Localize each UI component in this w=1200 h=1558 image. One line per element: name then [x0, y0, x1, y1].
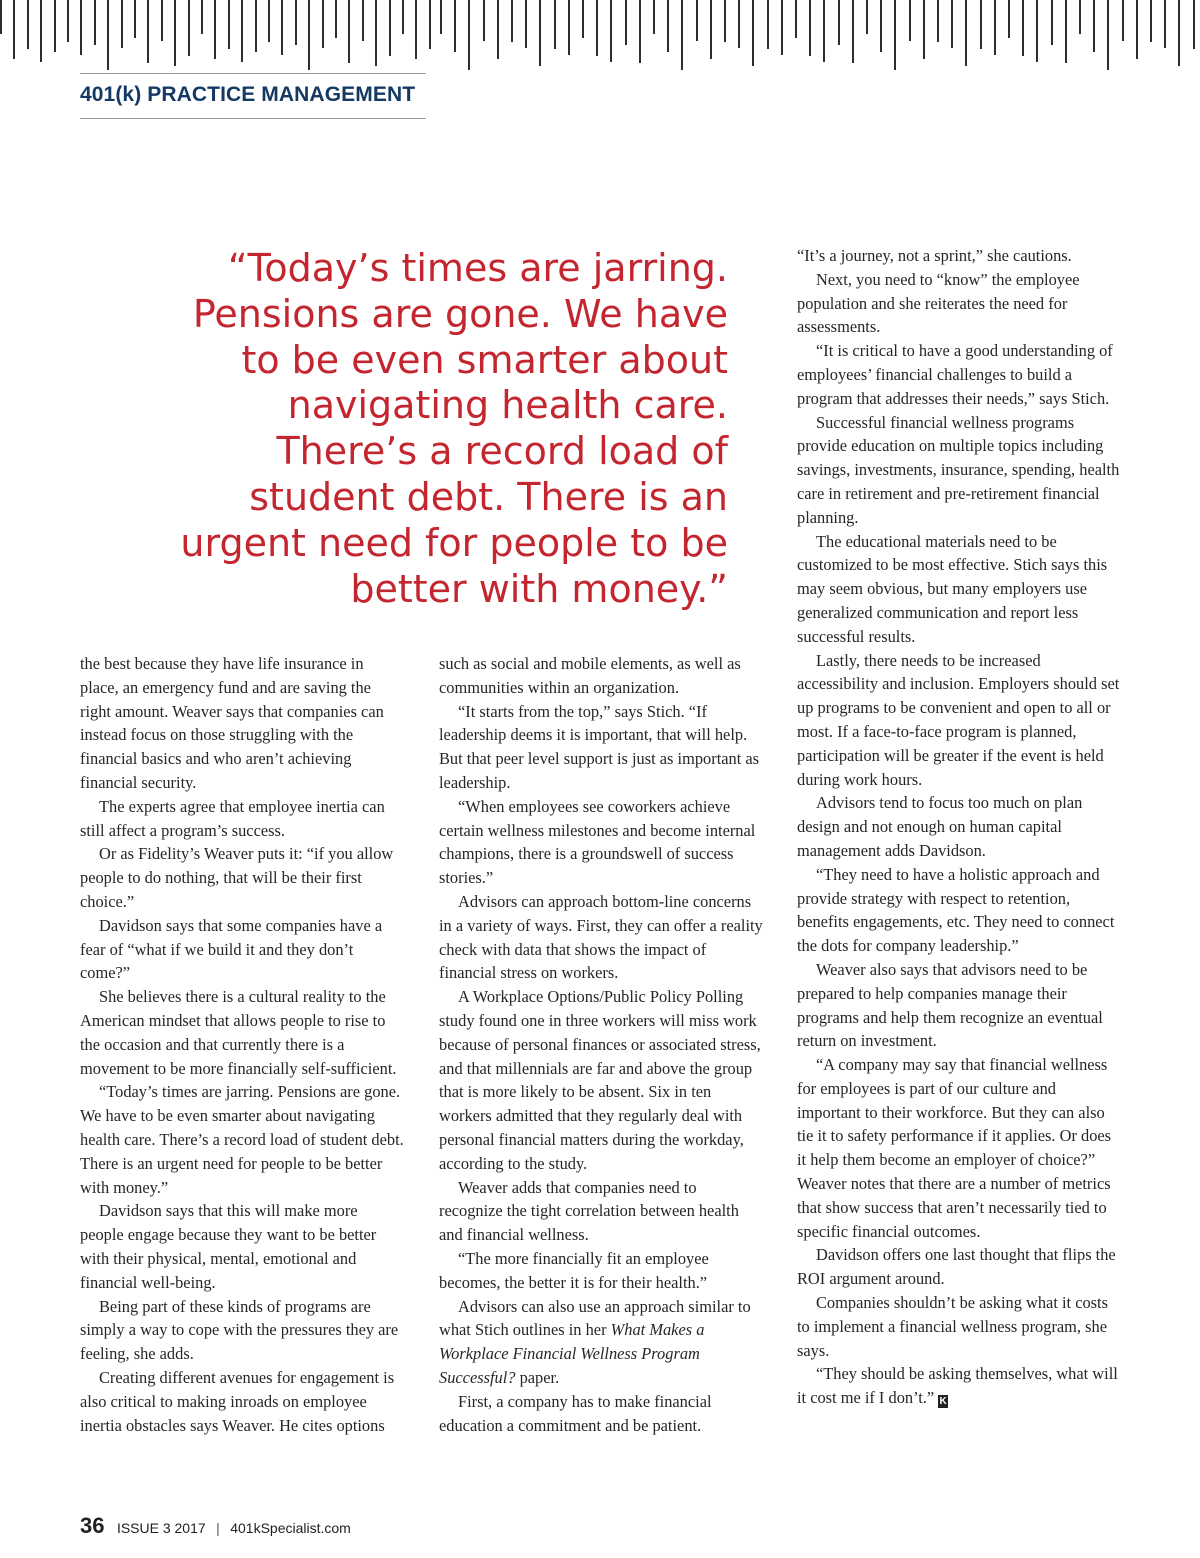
paragraph: Advisors can approach bottom-line concerns in a variety of ways. First, they can offer a reality check with data that shows the impact of financial stress on workers. [439, 891, 763, 983]
tick-mark [1178, 0, 1180, 66]
tick-mark [348, 0, 350, 63]
tick-mark [121, 0, 123, 48]
tick-mark [147, 0, 149, 63]
pull-quote-line: to be even smarter about [241, 337, 728, 382]
paragraph: “It’s a journey, not a sprint,” she cautions. [797, 246, 1072, 265]
tick-mark [27, 0, 29, 49]
tick-mark [937, 0, 939, 42]
pull-quote [100, 246, 728, 612]
tick-mark [483, 0, 485, 41]
paragraph-text: “They should be asking themselves, what will it cost me if I don’t.” [797, 1364, 1118, 1408]
tick-mark [1036, 0, 1038, 62]
tick-mark [909, 0, 911, 41]
tick-mark [174, 0, 176, 66]
tick-mark [335, 0, 337, 38]
tick-mark [809, 0, 811, 56]
paragraph: Or as Fidelity’s Weaver puts it: “if you allow people to do nothing, that will be their first choice.” [80, 844, 394, 911]
tick-mark [1193, 0, 1195, 49]
tick-mark [1093, 0, 1095, 52]
tick-mark [1136, 0, 1138, 59]
tick-mark [568, 0, 570, 55]
tick-mark [255, 0, 257, 52]
tick-mark [161, 0, 163, 41]
footer-separator: | [216, 1520, 220, 1536]
end-mark-icon: K [939, 1396, 947, 1408]
tick-mark [596, 0, 598, 56]
pull-quote-line: There’s a record load of [276, 429, 728, 474]
issue-label: ISSUE 3 2017 [116, 1520, 206, 1536]
tick-mark [866, 0, 868, 34]
tick-mark [40, 0, 42, 62]
paper-title: What Makes a Workplace Financial Wellness Program Successful? [439, 1320, 705, 1387]
tick-mark [823, 0, 825, 62]
tick-mark [67, 0, 69, 42]
tick-mark [1008, 0, 1010, 38]
tick-mark [1164, 0, 1166, 48]
page-footer [80, 1513, 351, 1539]
tick-mark [362, 0, 364, 41]
tick-mark [852, 0, 854, 63]
tick-mark [214, 0, 216, 59]
tick-mark [994, 0, 996, 55]
tick-mark [1051, 0, 1053, 45]
tick-mark [1150, 0, 1152, 42]
paragraph: Successful financial wellness programs provide education on multiple topics including savings, investments, insurance, spending, health care in retirement and pre-retirement financial planning. [797, 412, 1120, 527]
tick-mark [710, 0, 712, 59]
paragraph: Next, you need to “know” the employee population and she reiterates the need for assessments. [797, 269, 1080, 337]
pull-quote-line: navigating health care. [287, 383, 728, 428]
section-title: 401(k) PRACTICE MANAGEMENT [80, 83, 416, 106]
tick-mark [653, 0, 655, 34]
tick-mark [454, 0, 456, 52]
tick-mark [738, 0, 740, 48]
paragraph: Being part of these kinds of programs are simply a way to cope with the pressures they are feeling, she adds. [80, 1296, 399, 1364]
tick-mark [767, 0, 769, 49]
tick-mark [554, 0, 556, 49]
tick-mark [201, 0, 203, 34]
tick-mark [375, 0, 377, 66]
tick-mark [322, 0, 324, 48]
paragraph: “Today’s times are jarring. Pensions are gone. We have to be even smarter about navigating health care. There’s a record load of student debt. There is an urgent need for people to be better with money.” [80, 1082, 404, 1197]
tick-mark [525, 0, 527, 48]
paragraph: Creating different avenues for engagement is also critical to making inroads on employee inertia obstacles says Weaver. He cites options [80, 1367, 395, 1435]
header-rule-bottom [80, 118, 426, 119]
tick-mark [539, 0, 541, 66]
tick-mark [13, 0, 15, 59]
paragraph: She believes there is a cultural reality to the American mindset that allows people to rise to the occasion and that currently there is a movement to be more financially self-sufficient. [80, 987, 397, 1078]
tick-mark [696, 0, 698, 41]
tick-mark [80, 0, 82, 55]
article-column-1 [80, 652, 405, 1437]
tick-mark [107, 0, 109, 70]
tick-mark [1122, 0, 1124, 41]
tick-mark [511, 0, 513, 42]
paragraph: A Workplace Options/Public Policy Polling study found one in three workers will miss work because of personal finances or associated stress, and that millennials are far and above the group that is more likely to be absent. Six in ten workers admitted that they regularly deal with personal financial matters during the workday, according to the study. [439, 987, 761, 1173]
paragraph: Lastly, there needs to be increased accessibility and inclusion. Employers should set up programs to be convenient and open to all or most. If a face-to-face program is planned, participation will be greater if the event is held during work hours. [797, 650, 1120, 789]
tick-mark [1079, 0, 1081, 34]
header-rule-top [80, 73, 426, 74]
paragraph: Advisors tend to focus too much on plan design and not enough on human capital management adds Davidson. [797, 793, 1083, 860]
paragraph-stich-paper [439, 1295, 764, 1390]
pull-quote-line: urgent need for people to be [180, 520, 728, 565]
tick-mark [781, 0, 783, 55]
pull-quote-line: student debt. There is an [249, 474, 728, 519]
paragraph: “A company may say that financial wellness for employees is part of our culture and important to their workforce. But they can also tie it to safety performance if it applies. Or does it help them become an employer of choice?” Weaver notes that there are a number of metrics that show success that aren’t necessarily tied to specific financial outcomes. [797, 1055, 1112, 1241]
tick-mark [582, 0, 584, 38]
paragraph: “When employees see coworkers achieve certain wellness milestones and become internal champions, there is a groundswell of success stories.” [439, 796, 756, 888]
tick-mark [281, 0, 283, 55]
paragraph: “It starts from the top,” says Stich. “If leadership deems it is important, that will help. But that peer level support is just as important as leadership. [439, 701, 760, 792]
paragraph: Davidson offers one last thought that flips the ROI argument around. [797, 1245, 1116, 1289]
tick-mark [228, 0, 230, 49]
paragraph: “They need to have a holistic approach and provide strategy with respect to retention, benefits engagements, etc. They need to connect the dots for company leadership.” [797, 864, 1115, 956]
paragraph: Davidson says that this will make more people engage because they want to be better with their physical, mental, emotional and financial well-being. [80, 1201, 377, 1292]
pull-quote-line: Pensions are gone. We have [192, 291, 728, 336]
tick-mark [241, 0, 243, 62]
tick-mark [440, 0, 442, 34]
tick-mark [724, 0, 726, 42]
tick-mark [497, 0, 499, 59]
tick-mark [468, 0, 470, 70]
tick-mark [1065, 0, 1067, 63]
tick-mark [54, 0, 56, 52]
tick-mark [268, 0, 270, 42]
tick-mark [415, 0, 417, 59]
tick-mark [838, 0, 840, 45]
tick-mark [134, 0, 136, 38]
tick-mark [951, 0, 953, 48]
tick-mark [94, 0, 96, 45]
paragraph-final [797, 1362, 1122, 1410]
tick-mark [295, 0, 297, 45]
tick-mark [795, 0, 797, 38]
tick-mark [429, 0, 431, 49]
tick-mark [752, 0, 754, 66]
tick-mark [965, 0, 967, 66]
paragraph: The educational materials need to be customized to be most effective. Stich says this may seem obvious, but many employers use generalized communication and report less successful results. [797, 531, 1108, 646]
tick-mark [980, 0, 982, 49]
paragraph: “The more financially fit an employee becomes, the better it is for their health.” [439, 1248, 709, 1292]
pull-quote-line: better with money.” [350, 566, 728, 611]
tick-mark [667, 0, 669, 52]
tick-mark [402, 0, 404, 34]
tick-mark [188, 0, 190, 56]
paragraph: the best because they have life insurance in place, an emergency fund and are saving the right amount. Weaver says that companies can instead focus on those struggling with the financial basics and who aren’t achieving financial security. [80, 654, 384, 792]
tick-mark [389, 0, 391, 56]
paragraph: Weaver adds that companies need to recognize the tight correlation between health and financial wellness. [439, 1177, 739, 1245]
article-column-3 [797, 244, 1122, 1410]
tick-mark [1107, 0, 1109, 70]
tick-mark [880, 0, 882, 52]
paragraph: Weaver also says that advisors need to be prepared to help companies manage their programs and help them recognize an eventual return on investment. [797, 959, 1103, 1051]
tick-mark [308, 0, 310, 70]
tick-mark [923, 0, 925, 59]
website-link[interactable]: 401kSpecialist.com [230, 1520, 351, 1536]
paragraph: First, a company has to make financial education a commitment and be patient. [439, 1391, 712, 1435]
pull-quote-line: “Today’s times are jarring. [227, 246, 728, 290]
paragraph: Davidson says that some companies have a fear of “what if we build it and they don’t come?” [80, 915, 383, 983]
top-tick-marks-right [440, 0, 1200, 80]
tick-mark [1022, 0, 1024, 56]
paragraph: The experts agree that employee inertia can still affect a program’s success. [80, 796, 385, 840]
article-column-2 [439, 652, 764, 1437]
tick-mark [639, 0, 641, 63]
paragraph-text: Advisors can also use an approach similar to what Stich outlines in her [439, 1296, 751, 1340]
paragraph: “It is critical to have a good understanding of employees’ financial challenges to build a program that addresses their needs,” says Stich. [797, 341, 1113, 408]
page-number: 36 [80, 1513, 105, 1538]
paragraph: Companies shouldn’t be asking what it costs to implement a financial wellness program, she says. [797, 1293, 1108, 1360]
paragraph-text: paper. [515, 1367, 560, 1387]
tick-mark [625, 0, 627, 45]
top-tick-marks-left [0, 0, 440, 80]
paragraph: such as social and mobile elements, as well as communities within an organization. [439, 654, 741, 697]
tick-mark [610, 0, 612, 62]
tick-mark [894, 0, 896, 70]
tick-mark [681, 0, 683, 70]
tick-mark [0, 0, 2, 34]
